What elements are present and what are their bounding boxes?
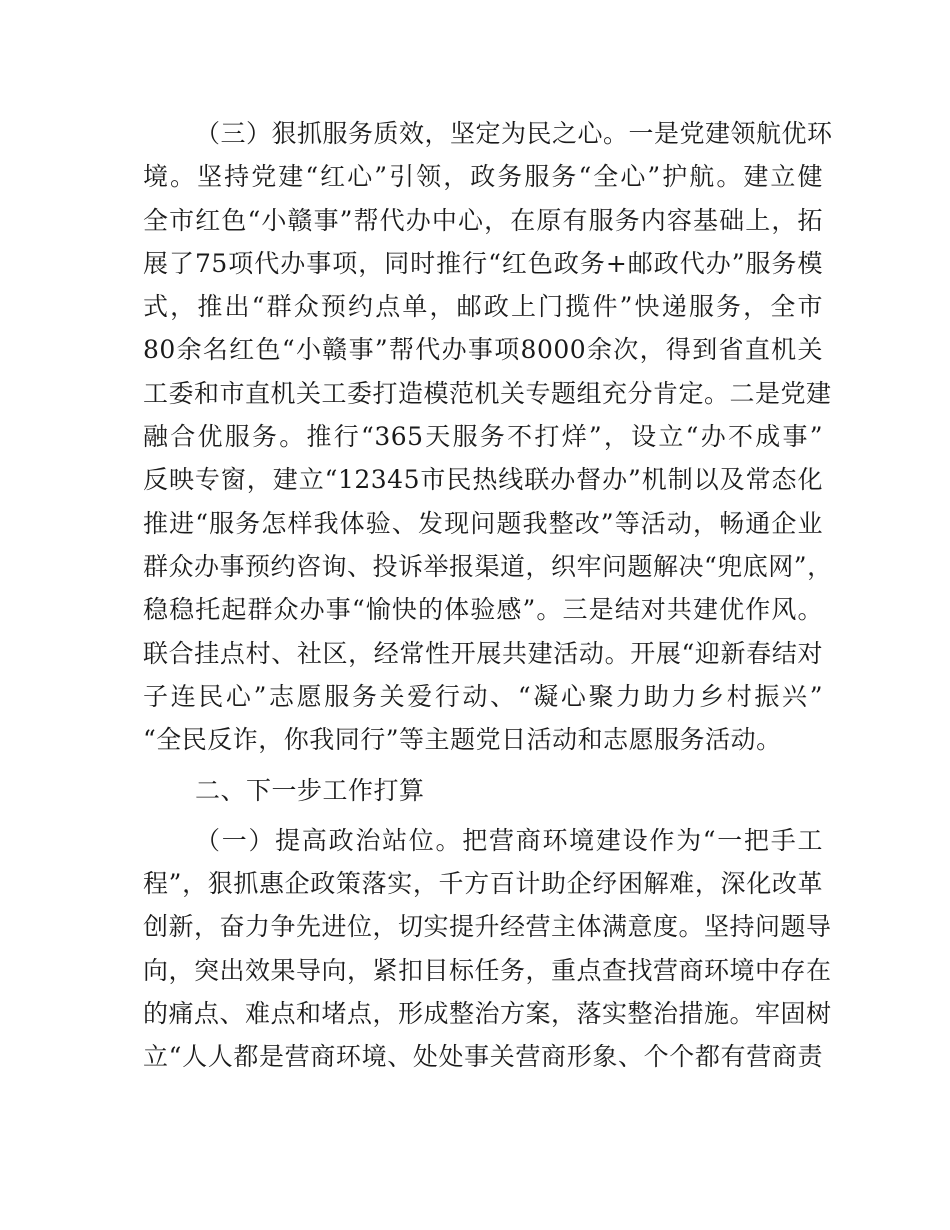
paragraph-line: 全市红色“小赣事”帮代办中心，在原有服务内容基础上，拓 [143, 205, 823, 235]
paragraph-line: 式，推出“群众预约点单，邮政上门揽件”快递服务，全市 [143, 292, 823, 322]
paragraph-line: 子连民心”志愿服务关爱行动、“凝心聚力助力乡村振兴” [143, 681, 823, 711]
paragraph-line: 联合挂点村、社区，经常性开展共建活动。开展“迎新春结对 [143, 638, 823, 668]
paragraph-line: 反映专窗，建立“12345市民热线联办督办”机制以及常态化 [143, 465, 823, 495]
section-heading: 二、下一步工作打算 [195, 776, 425, 806]
paragraph-line: 向，突出效果导向，紧扣目标任务，重点查找营商环境中存在 [143, 955, 832, 985]
paragraph-line: 群众办事预约咨询、投诉举报渠道，织牢问题解决“兜底网”， [143, 551, 833, 581]
paragraph-line: 融合优服务。推行“365天服务不打烊”，设立“办不成事” [143, 422, 823, 452]
paragraph-line: 程”，狠抓惠企政策落实，千方百计助企纾困解难，深化改革 [143, 869, 823, 899]
paragraph-political-standing [143, 819, 832, 1079]
paragraph-line: “全民反诈，你我同行”等主题党日活动和志愿服务活动。 [143, 725, 782, 755]
paragraph-line: 推进“服务怎样我体验、发现问题我整改”等活动，畅通企业 [143, 508, 823, 538]
paragraph-line: （一）提高政治站位。把营商环境建设作为“一把手工 [195, 825, 823, 855]
paragraph-line: 的痛点、难点和堵点，形成整治方案，落实整治措施。牢固树 [143, 998, 832, 1028]
paragraph-line: 工委和市直机关工委打造模范机关专题组充分肯定。二是党建 [143, 378, 832, 408]
paragraph-line: 稳稳托起群众办事“愉快的体验感”。三是结对共建优作风。 [143, 595, 823, 625]
paragraph-line: 境。坚持党建“红心”引领，政务服务“全心”护航。建立健 [143, 162, 823, 192]
paragraph-line: 展了75项代办事项，同时推行“红色政务+邮政代办”服务模 [143, 248, 823, 278]
document-body [143, 112, 833, 1079]
paragraph-line: （三）狠抓服务质效，坚定为民之心。一是党建领航优环 [195, 119, 833, 148]
paragraph-service-quality [143, 112, 833, 761]
paragraph-line: 80余名红色“小赣事”帮代办事项8000余次，得到省直机关 [143, 335, 823, 365]
paragraph-line: 立“人人都是营商环境、处处事关营商形象、个个都有营商责 [143, 1042, 823, 1072]
paragraph-line: 创新，奋力争先进位，切实提升经营主体满意度。坚持问题导 [143, 912, 832, 942]
